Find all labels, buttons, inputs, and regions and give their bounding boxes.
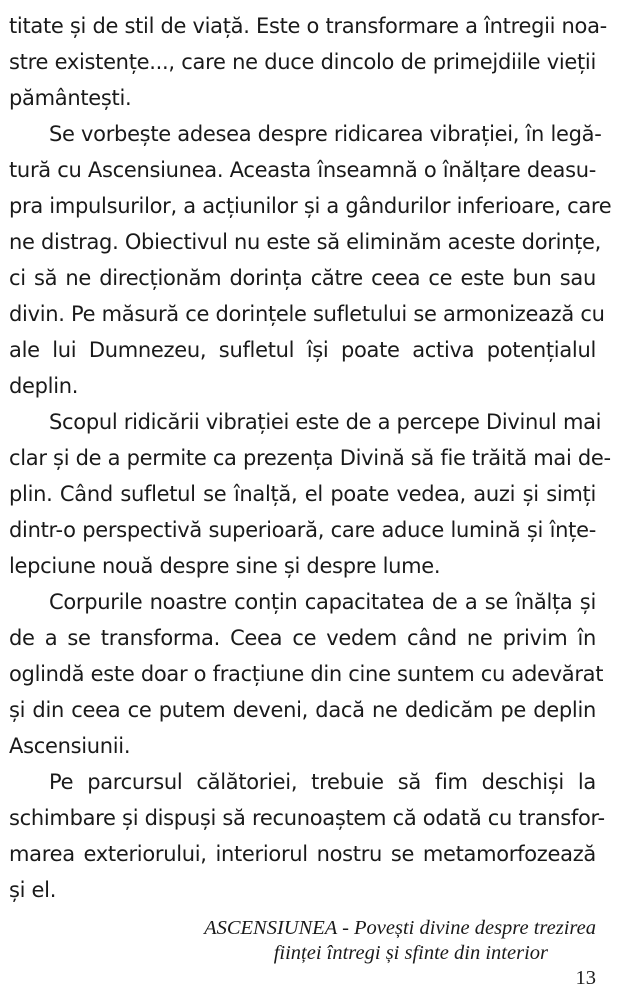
text-line: oglindă este doar o fracțiune din cine suntem cu adevărat (9, 662, 604, 686)
text-line: pra impulsurilor, a acțiunilor și a gândurilor inferioare, care (9, 194, 612, 218)
paragraph-start-line: Scopul ridicării vibrației este de a percepe Divinul mai (49, 410, 602, 434)
text-line: deplin. (9, 374, 79, 398)
page-number: 13 (575, 967, 596, 989)
paragraph-start-line: Pe parcursul călătoriei, trebuie să fim deschiși la (49, 770, 596, 794)
text-line: titate și de stil de viață. Este o transformare a întregii noa- (9, 14, 607, 38)
text-line: stre existențe..., care ne duce dincolo de primejdiile vieții (9, 50, 596, 74)
text-line: și el. (9, 878, 57, 902)
text-line: ci să ne direcționăm dorința către ceea ce este bun sau (9, 266, 596, 290)
text-line: clar și de a permite ca prezența Divină să fie trăită mai de- (9, 446, 611, 470)
text-line: și din ceea ce putem deveni, dacă ne dedicăm pe deplin (9, 698, 596, 722)
text-line: de a se transforma. Ceea ce vedem când ne privim în (9, 626, 596, 650)
running-footer-title: ASCENSIUNEA - Povești divine despre trezirea (204, 917, 596, 939)
text-line: marea exteriorului, interiorul nostru se metamorfozează (9, 842, 596, 866)
text-line: pământești. (9, 86, 132, 110)
paragraph-start-line: Se vorbește adesea despre ridicarea vibrației, în legă- (49, 122, 602, 146)
running-footer-subtitle: ființei întregi și sfinte din interior (273, 942, 548, 964)
text-line: dintr-o perspectivă superioară, care aduce lumină și înțe- (9, 518, 596, 542)
text-line: lepciune nouă despre sine și despre lume. (9, 554, 441, 578)
text-line: ale lui Dumnezeu, sufletul își poate activa potențialul (9, 338, 596, 362)
paragraph-start-line: Corpurile noastre conțin capacitatea de a se înălța și (49, 590, 596, 614)
text-line: tură cu Ascensiunea. Aceasta înseamnă o înălțare deasu- (9, 158, 596, 182)
text-line: Ascensiunii. (9, 734, 131, 758)
text-line: schimbare și dispuși să recunoaștem că odată cu transfor- (9, 806, 605, 830)
text-line: plin. Când sufletul se înalță, el poate vedea, auzi și simți (9, 482, 596, 506)
text-line: ne distrag. Obiectivul nu este să eliminăm aceste dorințe, (9, 230, 602, 254)
text-line: divin. Pe măsură ce dorințele sufletului se armonizează cu (9, 302, 605, 326)
